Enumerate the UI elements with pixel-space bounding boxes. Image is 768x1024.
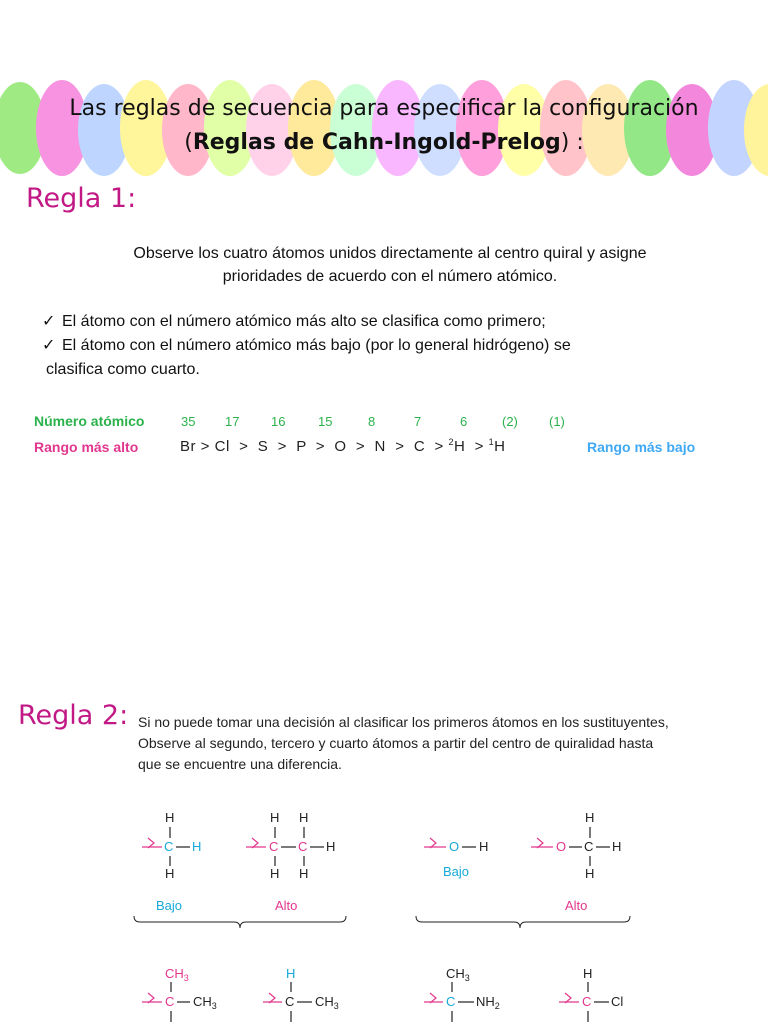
- check-item-2-text: El átomo con el número atómico más bajo (por lo general hidrógeno) se: [62, 337, 571, 354]
- element: Cl: [214, 438, 230, 455]
- check-icon: ✓: [42, 337, 56, 354]
- structure-methyl: [142, 810, 201, 881]
- atomic-number-label: Número atómico: [34, 413, 145, 429]
- atomic-number: 6: [460, 414, 468, 429]
- atom-h: H: [585, 810, 595, 825]
- label-bajo: Bajo: [443, 864, 470, 879]
- banner-title-line1: Las reglas de secuencia para especificar la configuración: [69, 96, 699, 121]
- atom-ch3: $CH_3$: [165, 966, 189, 983]
- atom-h: H: [612, 839, 622, 854]
- label-bajo: Bajo: [156, 898, 183, 913]
- element: Br: [180, 438, 196, 455]
- structure-hydroxyl: [424, 838, 488, 879]
- atom-h: H: [583, 966, 593, 981]
- rank-sequence: [180, 437, 505, 455]
- atom-h: H: [165, 866, 175, 881]
- atom-ch3: $CH_3$: [193, 994, 217, 1011]
- label-alto: Alto: [565, 898, 588, 913]
- structure-methoxy: [531, 810, 621, 881]
- atom-h: H: [270, 866, 280, 881]
- atom-c: C: [298, 839, 308, 854]
- check-item-1: [40, 310, 730, 334]
- atomic-number: (1): [549, 414, 565, 429]
- atom-c: C: [446, 994, 456, 1009]
- gt: >: [434, 438, 444, 455]
- atom-h: H: [192, 839, 202, 854]
- gt: >: [395, 438, 405, 455]
- atom-h: H: [326, 839, 336, 854]
- atom-c: C: [582, 994, 592, 1009]
- structure-ethyl: [246, 810, 335, 881]
- atomic-number: 7: [414, 414, 422, 429]
- paren-close: ) :: [560, 130, 584, 155]
- structure-ethyl-2: [263, 966, 339, 1022]
- atomic-number: 17: [225, 414, 240, 429]
- atom-ch3: $CH_3$: [315, 994, 339, 1011]
- atom-o: O: [556, 839, 567, 854]
- atom-nh2: $NH_2$: [476, 994, 500, 1011]
- atom-h: H: [585, 866, 595, 881]
- atom-c: C: [584, 839, 594, 854]
- check-item-2-text-cont: clasifica como cuarto.: [46, 361, 200, 378]
- regla2-line2: Observe al segundo, tercero y cuarto átomos a partir del centro de quiralidad hasta: [138, 735, 654, 751]
- element: H: [453, 438, 466, 455]
- atomic-number: 16: [271, 414, 286, 429]
- rank-high-label: Rango más alto: [34, 439, 139, 455]
- atomic-number: 15: [318, 414, 333, 429]
- title-banner: [0, 78, 768, 180]
- check-item-2: [40, 334, 730, 358]
- structure-isopropyl: [142, 966, 217, 1022]
- atom-c: C: [165, 994, 175, 1009]
- isotope-superscript: 2: [448, 437, 454, 447]
- gt: >: [200, 438, 210, 455]
- check-item-2-continued: [40, 358, 730, 382]
- gt: >: [277, 438, 287, 455]
- atom-o: O: [449, 839, 460, 854]
- structures-figure: [0, 800, 768, 1024]
- atom-h: H: [286, 966, 296, 981]
- check-item-1-text: El átomo con el número atómico más alto se clasifica como primero;: [62, 313, 546, 330]
- element: H: [494, 438, 506, 455]
- regla2-line3: que se encuentre una diferencia.: [138, 756, 342, 772]
- regla1-heading: Regla 1:: [26, 183, 137, 214]
- banner-title-bold: Reglas de Cahn-Ingold-Prelog: [192, 130, 561, 155]
- regla2-heading: Regla 2:: [18, 700, 129, 731]
- brace-icon: [134, 916, 346, 928]
- atom-h: H: [299, 810, 309, 825]
- gt: >: [315, 438, 326, 455]
- atom-c: C: [164, 839, 174, 854]
- atomic-number: 8: [368, 414, 376, 429]
- atom-c: C: [269, 839, 279, 854]
- rank-low-label: Rango más bajo: [587, 439, 696, 455]
- atom-h: H: [165, 810, 175, 825]
- check-icon: ✓: [42, 313, 56, 330]
- brace-icon: [416, 916, 630, 928]
- element: S: [257, 438, 269, 455]
- structure-aminoethyl: [424, 966, 500, 1022]
- atom-cl: Cl: [611, 994, 624, 1009]
- gt: >: [239, 438, 249, 455]
- structure-chloromethyl: [559, 966, 623, 1022]
- atomic-number: (2): [502, 414, 518, 429]
- intro-line1: Observe los cuatro átomos unidos directamente al centro quiral y asigne: [133, 245, 647, 262]
- atom-h: H: [270, 810, 280, 825]
- atomic-number: 35: [181, 414, 196, 429]
- label-alto: Alto: [275, 898, 298, 913]
- isotope-superscript: 1: [488, 437, 495, 447]
- element: O: [334, 438, 347, 455]
- regla1-intro: [60, 242, 720, 288]
- atom-c: C: [285, 994, 295, 1009]
- atom-h: H: [479, 839, 489, 854]
- element: C: [413, 438, 426, 455]
- element: P: [296, 438, 307, 455]
- banner-title-line2: [0, 126, 768, 160]
- regla1-checklist: [40, 310, 730, 382]
- regla2-text: [138, 712, 750, 775]
- gt: >: [474, 438, 484, 455]
- regla2-line1: Si no puede tomar una decisión al clasificar los primeros átomos en los sustituyentes,: [138, 714, 669, 730]
- atom-h: H: [299, 866, 309, 881]
- banner-title: [0, 92, 768, 160]
- gt: >: [355, 438, 366, 455]
- paren-open: (: [184, 130, 193, 155]
- atom-ch3: $CH_3$: [446, 966, 470, 983]
- intro-line2: prioridades de acuerdo con el número atómico.: [222, 268, 558, 285]
- element: N: [374, 438, 386, 455]
